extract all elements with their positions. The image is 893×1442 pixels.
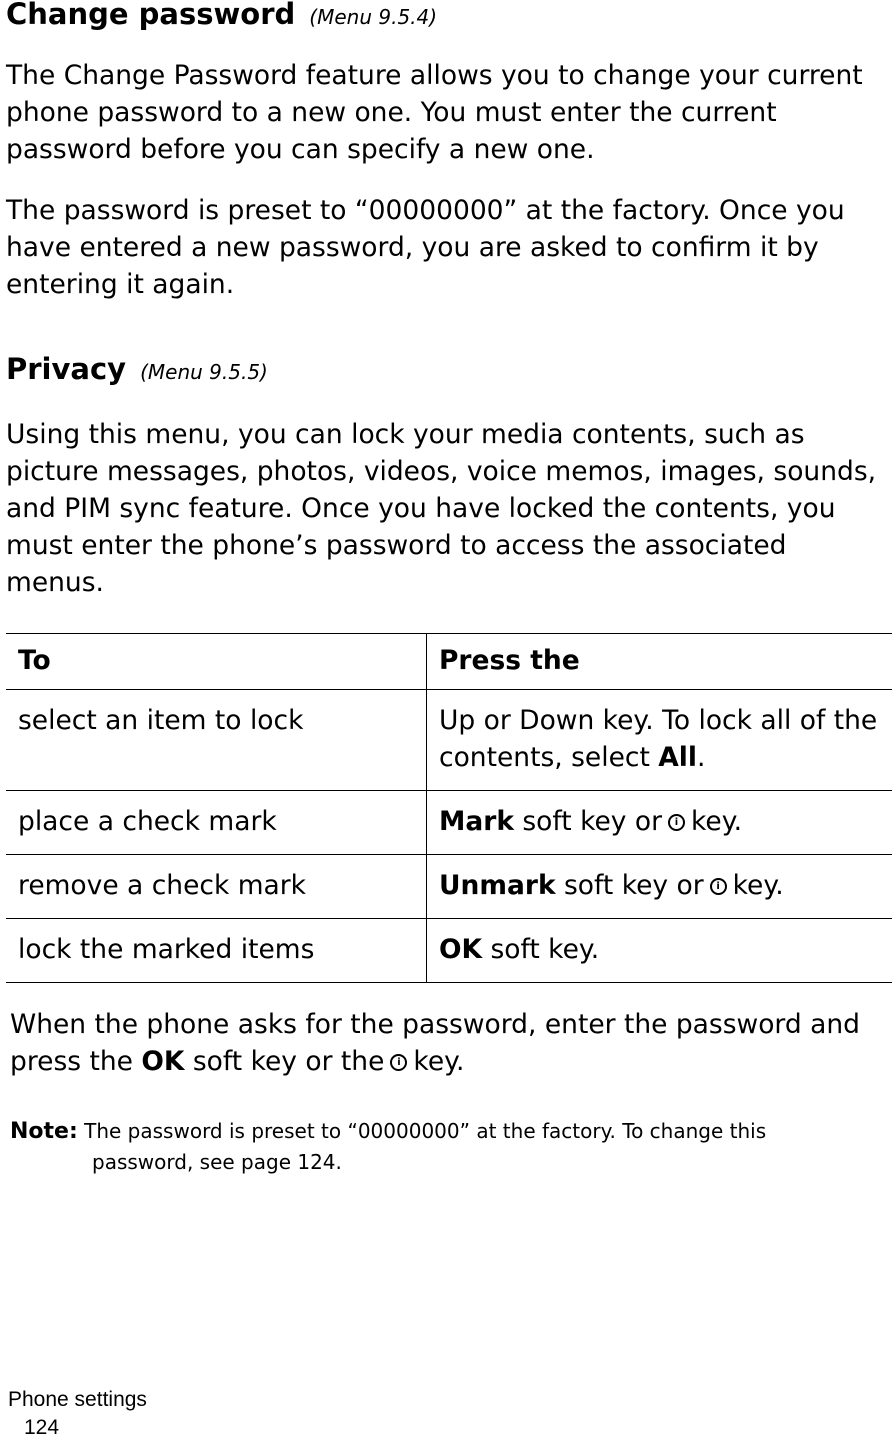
after-text-2: soft key or the (184, 1046, 385, 1077)
after-text: When the phone asks for the password, enter the password and press the (10, 1009, 860, 1077)
row-to-cell: lock the marked items (6, 919, 427, 983)
column-header-press: Press the (439, 645, 580, 676)
change-password-title: Change password (6, 0, 296, 31)
change-password-para-1: The Change Password feature allows you to change your current phone password to a new one. You must enter the current password before you can specify a new one. (6, 60, 863, 165)
privacy-menu-ref: (Menu 9.5.5) (140, 360, 268, 384)
note-label: Note: (10, 1119, 78, 1144)
press-text: soft key or (555, 870, 704, 901)
ok-key-icon: i (390, 1054, 407, 1071)
privacy-heading (6, 352, 268, 386)
press-bold-text: OK (439, 934, 483, 965)
press-text: Up or Down key. To lock all of the contents, select (439, 705, 878, 773)
privacy-key-table (6, 633, 892, 983)
change-password-menu-ref: (Menu 9.5.4) (309, 5, 438, 29)
page-footer (8, 1386, 147, 1442)
table-header-row (6, 634, 892, 690)
press-bold-text: Mark (439, 806, 514, 837)
page-number: 124 (24, 1416, 60, 1439)
press-text: soft key or (513, 806, 662, 837)
note-line-2: password, see page 124. (92, 1150, 342, 1174)
ok-key-icon: i (710, 878, 727, 895)
press-text-end: key. (732, 870, 784, 901)
row-press-cell (427, 919, 893, 983)
row-to-cell: select an item to lock (6, 690, 427, 791)
press-bold-text: Unmark (439, 870, 556, 901)
note (10, 1116, 890, 1178)
privacy-para-1: Using this menu, you can lock your media contents, such as picture messages, photos, videos, voice memos, images, sounds, and PIM sync feature. Once you have locked the contents, you must enter the phone’s password to access the associated menus. (6, 419, 877, 598)
press-bold-text: All (658, 742, 697, 773)
after-text-3: key. (413, 1046, 465, 1077)
change-password-para-2: The password is preset to “00000000” at the factory. Once you have entered a new password, you are asked to confirm it by entering it again. (6, 195, 845, 300)
note-line-1: The password is preset to “00000000” at the factory. To change this (77, 1119, 767, 1143)
row-to-cell: place a check mark (6, 791, 427, 855)
row-press-cell (427, 690, 893, 791)
table-row (6, 919, 892, 983)
row-to-cell: remove a check mark (6, 855, 427, 919)
ok-key-icon: i (668, 814, 685, 831)
table-row (6, 855, 892, 919)
column-header-to: To (6, 634, 427, 690)
privacy-para-2 (10, 1006, 886, 1080)
table-row (6, 690, 892, 791)
footer-section-name: Phone settings (8, 1388, 147, 1411)
after-bold-text: OK (141, 1046, 185, 1077)
table-row (6, 791, 892, 855)
row-press-cell (427, 791, 893, 855)
change-password-heading (6, 0, 437, 31)
press-text: soft key. (482, 934, 600, 965)
row-press-cell (427, 855, 893, 919)
press-text-end: . (696, 742, 706, 773)
privacy-title: Privacy (6, 352, 127, 386)
press-text-end: key. (691, 806, 743, 837)
